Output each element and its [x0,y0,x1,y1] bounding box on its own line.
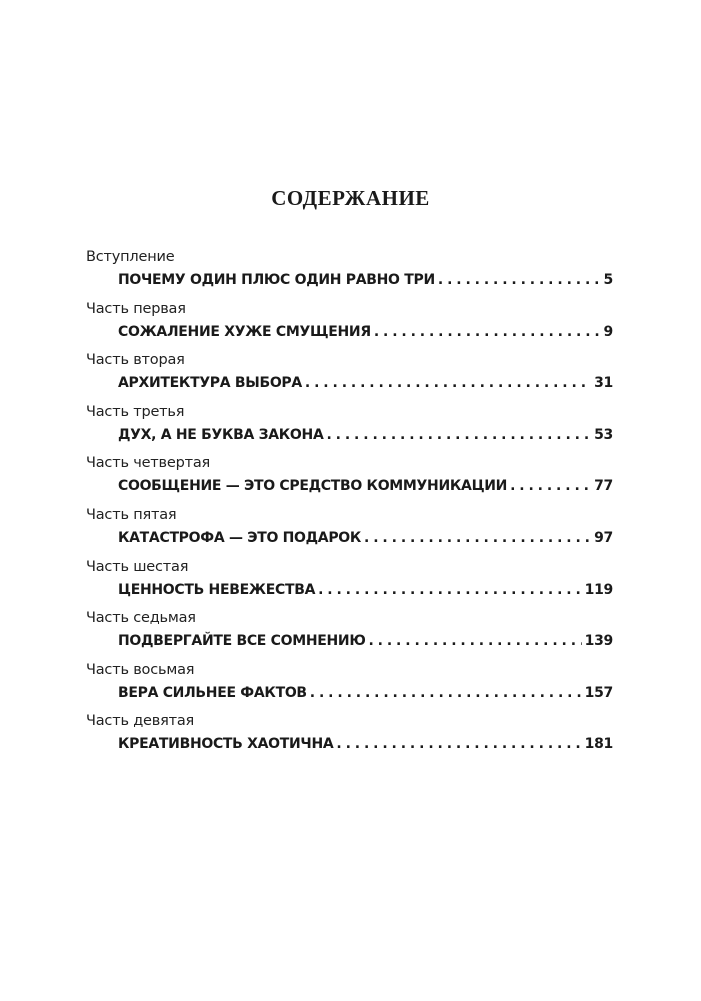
chapter-title: АРХИТЕКТУРА ВЫБОРА [118,375,302,392]
chapter-link[interactable] [118,371,613,395]
part-label: Часть шестая [86,558,189,575]
chapter-title: СОЖАЛЕНИЕ ХУЖЕ СМУЩЕНИЯ [118,323,371,340]
chapter-title: ВЕРА СИЛЬНЕЕ ФАКТОВ [118,684,307,701]
dot-leader [310,681,582,705]
page-number: 119 [584,581,613,598]
toc-entry-part-1 [86,298,613,350]
dot-leader [438,268,601,292]
page-number: 53 [594,426,613,443]
page-number: 5 [603,272,613,288]
page-number: 9 [603,323,613,340]
page-number: 97 [594,529,613,546]
dot-leader [326,423,591,447]
toc-entry-part-6 [86,556,613,608]
toc-entry-part-2 [86,349,613,401]
chapter-title: ДУХ, А НЕ БУКВА ЗАКОНА [118,426,324,443]
page-number: 181 [584,736,613,753]
chapter-title: СООБЩЕНИЕ — ЭТО СРЕДСТВО КОММУНИКАЦИИ [118,478,508,495]
chapter-title: КРЕАТИВНОСТЬ ХАОТИЧНА [118,736,334,753]
toc-entry-part-5 [86,504,613,556]
chapter-link[interactable] [118,268,613,292]
toc-entry-part-9 [86,710,613,762]
toc-entry-part-4 [86,452,613,504]
dot-leader [336,732,581,756]
dot-leader [364,526,591,550]
dot-leader [305,371,591,395]
chapter-link[interactable] [118,732,613,756]
chapter-title: КАТАСТРОФА — ЭТО ПОДАРОК [118,529,362,546]
chapter-link[interactable] [118,681,613,705]
page-title: СОДЕРЖАНИЕ [271,186,430,210]
page-number: 139 [584,633,613,650]
dot-leader [318,578,582,602]
toc-entry-part-7 [86,607,613,659]
dot-leader [374,320,601,344]
part-label: Часть первая [86,300,186,317]
chapter-title: ПОДВЕРГАЙТЕ ВСЕ СОМНЕНИЮ [118,633,366,650]
toc-entry-part-8 [86,659,613,711]
table-of-contents [86,246,613,762]
part-label: Часть девятая [86,713,195,730]
part-label: Вступление [86,249,175,265]
toc-entry-part-3 [86,401,613,453]
chapter-link[interactable] [118,578,613,602]
chapter-link[interactable] [118,629,613,653]
page-number: 31 [594,375,613,392]
part-label: Часть пятая [86,506,177,523]
chapter-link[interactable] [118,474,613,498]
part-label: Часть седьмая [86,610,196,627]
dot-leader [510,474,591,498]
chapter-link[interactable] [118,423,613,447]
part-label: Часть третья [86,403,185,420]
toc-entry-intro [86,246,613,298]
chapter-title: ПОЧЕМУ ОДИН ПЛЮС ОДИН РАВНО ТРИ [118,272,435,288]
page-number: 157 [584,684,613,701]
dot-leader [368,629,581,653]
part-label: Часть восьмая [86,661,195,678]
page-number: 77 [594,478,613,495]
chapter-link[interactable] [118,526,613,550]
part-label: Часть четвертая [86,455,211,472]
part-label: Часть вторая [86,352,185,369]
chapter-title: ЦЕННОСТЬ НЕВЕЖЕСТВА [118,581,316,598]
chapter-link[interactable] [118,320,613,344]
